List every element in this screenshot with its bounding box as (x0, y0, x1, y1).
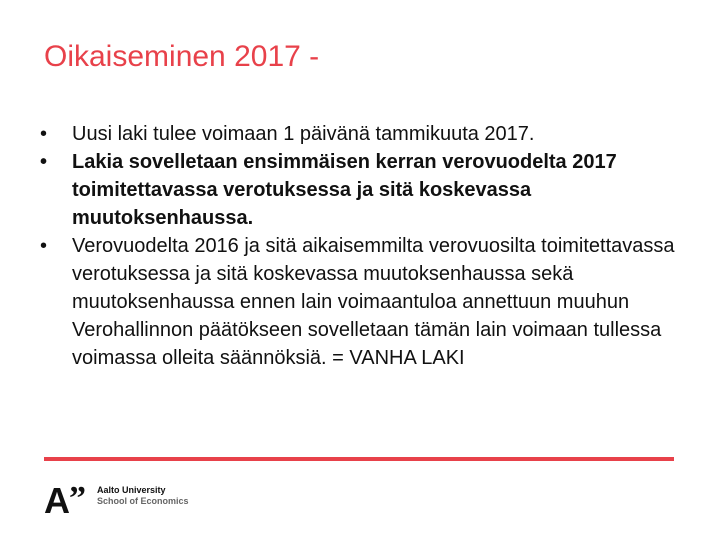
bullet-text: Lakia sovelletaan ensimmäisen kerran verovuodelta 2017 toimitettavassa verotuksessa ja sitä koskevassa muutoksenhaussa. (72, 151, 617, 229)
slide-title: Oikaiseminen 2017 - (44, 40, 320, 73)
bullet-item (40, 120, 690, 148)
aalto-logo-icon (44, 483, 92, 515)
footer-divider (44, 457, 674, 461)
logo-quote-mark: ” (69, 483, 86, 515)
bullet-item (40, 232, 690, 372)
bullet-icon: • (40, 151, 48, 173)
aalto-logo (44, 481, 244, 515)
logo-school-name: School of Economics (97, 496, 189, 506)
bullet-list (40, 120, 690, 372)
bullet-icon: • (40, 123, 48, 145)
bullet-text: Uusi laki tulee voimaan 1 päivänä tammikuuta 2017. (72, 123, 535, 145)
logo-university-name: Aalto University (97, 485, 166, 495)
bullet-item (40, 148, 690, 232)
bullet-icon: • (40, 235, 48, 257)
logo-letter: A (44, 483, 70, 515)
bullet-text: Verovuodelta 2016 ja sitä aikaisemmilta verovuosilta toimitettavassa verotuksessa ja sitä koskevassa muutoksenhaussa sekä muutoksenhaussa ennen lain voimaantuloa annettuun muuhun Verohallinnon päätökseen sovelletaan tämän lain voimaan tullessa voimassa olleita säännöksiä. = VANHA LAKI (72, 235, 675, 369)
